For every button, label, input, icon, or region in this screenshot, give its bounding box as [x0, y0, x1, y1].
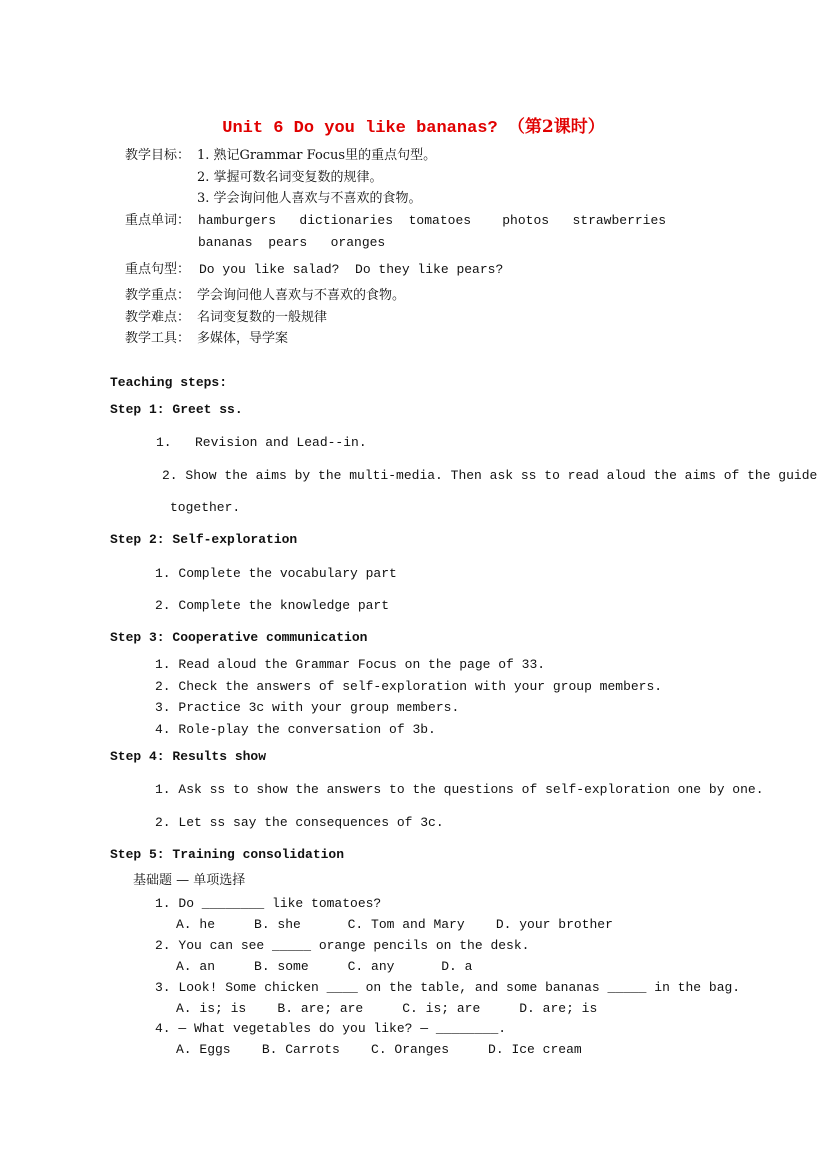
step1-heading: Step 1: Greet ss. — [110, 402, 243, 417]
step1-item: 2. Show the aims by the multi-media. Then ask ss to read aloud the aims of the guide — [162, 468, 818, 483]
step3-heading: Step 3: Cooperative communication — [110, 630, 368, 645]
tools-label: 教学工具： — [125, 331, 191, 346]
question: 4. — What vegetables do you like? — ________. — [155, 1021, 507, 1036]
step2-item: 1. Complete the vocabulary part — [155, 566, 397, 581]
objective-item: 3. 学会询问他人喜欢与不喜欢的食物。 — [197, 191, 422, 206]
key-sentences-text: Do you like salad? Do they like pears? — [199, 262, 504, 277]
page-title — [0, 112, 827, 138]
step3-item: 3. Practice 3c with your group members. — [155, 700, 460, 715]
step1-item: 1. Revision and Lead--in. — [156, 435, 367, 450]
focus-text: 学会询问他人喜欢与不喜欢的食物。 — [197, 288, 406, 303]
teaching-steps-heading: Teaching steps: — [110, 375, 228, 390]
objective-item: 1. 熟记Grammar Focus里的重点句型。 — [197, 148, 437, 163]
step1-item-continued: together. — [170, 500, 241, 515]
question-options: A. is; is B. are; are C. is; are D. are; is — [176, 1001, 598, 1016]
step5-heading: Step 5: Training consolidation — [110, 847, 345, 862]
step4-item: 2. Let ss say the consequences of 3c. — [155, 815, 444, 830]
step2-item: 2. Complete the knowledge part — [155, 598, 390, 613]
key-words-line: hamburgers dictionaries tomatoes photos strawberries — [198, 213, 667, 228]
step3-item: 4. Role-play the conversation of 3b. — [155, 722, 436, 737]
step4-heading: Step 4: Results show — [110, 749, 267, 764]
key-sentences-label: 重点句型： — [125, 262, 191, 277]
step3-item: 1. Read aloud the Grammar Focus on the page of 33. — [155, 657, 546, 672]
question: 2. You can see _____ orange pencils on the desk. — [155, 938, 530, 953]
step2-heading: Step 2: Self-exploration — [110, 532, 298, 547]
difficulty-text: 名词变复数的一般规律 — [197, 310, 328, 325]
key-words-label: 重点单词： — [125, 213, 191, 228]
title-chinese: （第2课时） — [507, 117, 605, 137]
objectives-label: 教学目标： — [125, 148, 191, 163]
question: 1. Do ________ like tomatoes? — [155, 896, 382, 911]
objective-item: 2. 掌握可数名词变复数的规律。 — [197, 170, 383, 185]
key-words-line: bananas pears oranges — [198, 235, 386, 250]
question-options: A. an B. some C. any D. a — [176, 959, 473, 974]
tools-text: 多媒体，导学案 — [197, 331, 289, 346]
focus-label: 教学重点： — [125, 288, 191, 303]
question-options: A. Eggs B. Carrots C. Oranges D. Ice cream — [176, 1042, 582, 1057]
step5-subheading: 基础题 — 单项选择 — [133, 873, 246, 888]
title-english: Unit 6 Do you like bananas? — [222, 119, 498, 138]
step3-item: 2. Check the answers of self-exploration with your group members. — [155, 679, 663, 694]
difficulty-label: 教学难点： — [125, 310, 191, 325]
step4-item: 1. Ask ss to show the answers to the questions of self-exploration one by one. — [155, 782, 764, 797]
question: 3. Look! Some chicken ____ on the table, and some bananas _____ in the bag. — [155, 980, 741, 995]
question-options: A. he B. she C. Tom and Mary D. your brother — [176, 917, 613, 932]
